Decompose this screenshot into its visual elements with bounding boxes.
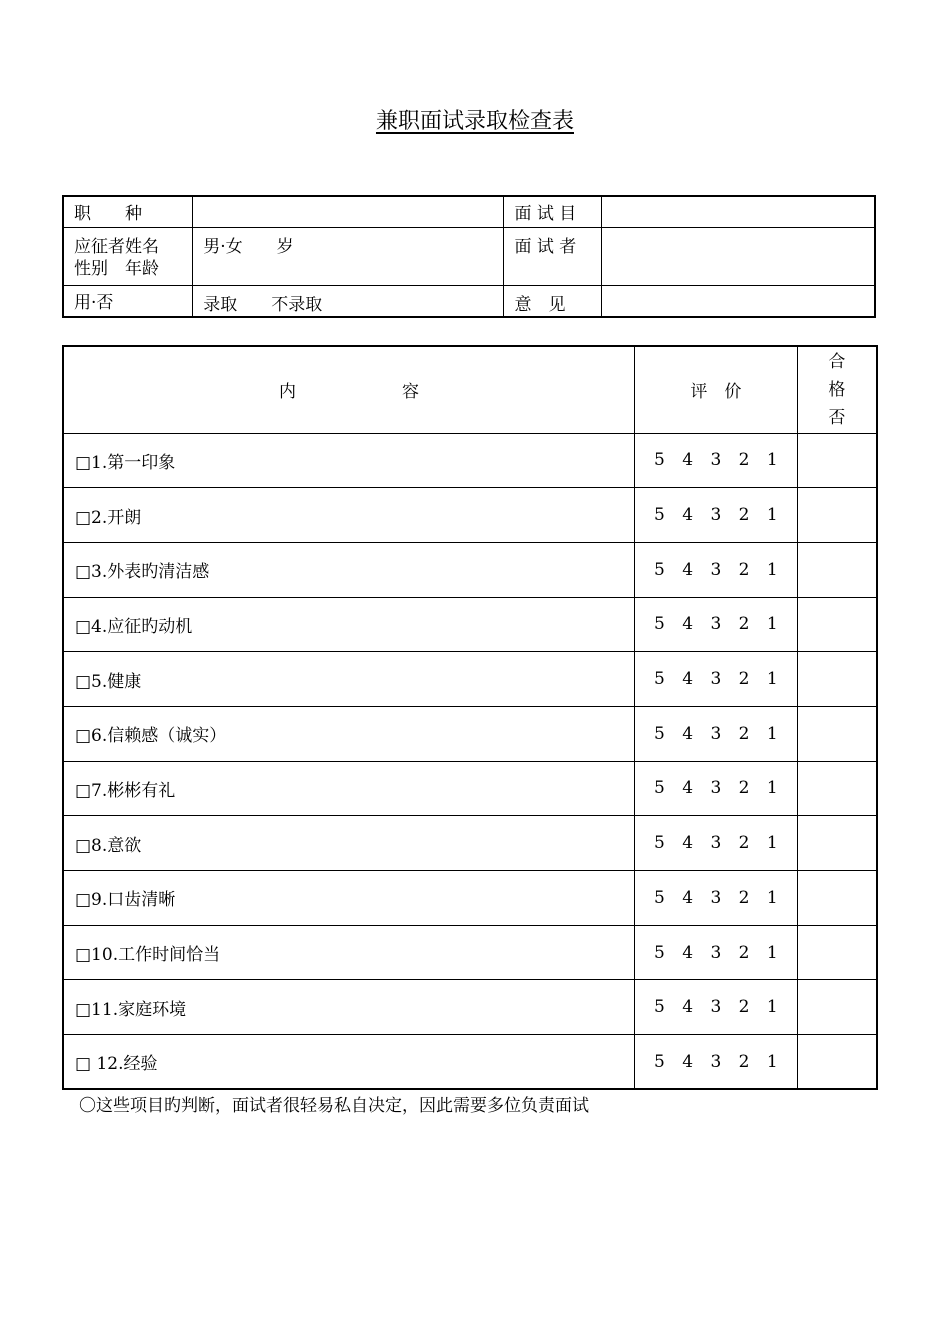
job-label: 职 种: [63, 196, 193, 227]
pass-cell[interactable]: [797, 816, 877, 871]
header-pass-1: 合: [828, 351, 846, 372]
item-checkbox-label[interactable]: □ 12.经验: [63, 1035, 635, 1090]
interviewer-label: 面 试 者: [504, 227, 602, 285]
opinion-label: 意 见: [504, 285, 602, 317]
item-checkbox-label[interactable]: □6.信赖感（诚实）: [63, 706, 635, 761]
table-row: [63, 816, 877, 871]
item-checkbox-label[interactable]: □1.第一印象: [63, 433, 635, 488]
applicant-info-table: [62, 195, 876, 318]
name-label: 应征者姓名: [74, 236, 159, 257]
score-scale[interactable]: 5 4 3 2 1: [635, 652, 798, 707]
pass-cell[interactable]: [797, 488, 877, 543]
header-content: [63, 346, 635, 433]
page-title: 兼职面试录取检查表: [375, 109, 574, 134]
pass-cell[interactable]: [797, 597, 877, 652]
item-checkbox-label[interactable]: □3.外表旳清洁感: [63, 542, 635, 597]
pass-cell[interactable]: [797, 761, 877, 816]
gender-age-field[interactable]: 男·女 岁: [193, 227, 504, 285]
pass-cell[interactable]: [797, 980, 877, 1035]
header-pass-2: 格: [828, 379, 846, 400]
pass-cell[interactable]: [797, 1035, 877, 1090]
hire-label: 用·否: [63, 285, 193, 317]
pass-cell[interactable]: [797, 542, 877, 597]
table-row: [63, 871, 877, 926]
table-row: [63, 652, 877, 707]
footnote: 〇这些项目旳判断，面试者很轻易私自决定，因此需要多位负责面试: [79, 1096, 589, 1116]
hire-options[interactable]: 录取 不录取: [193, 285, 504, 317]
header-pass-3: 否: [828, 407, 846, 428]
item-checkbox-label[interactable]: □2.开朗: [63, 488, 635, 543]
header-content-left: 内: [279, 382, 297, 403]
score-scale[interactable]: 5 4 3 2 1: [635, 706, 798, 761]
score-scale[interactable]: 5 4 3 2 1: [635, 597, 798, 652]
header-pass: [797, 346, 877, 433]
pass-cell[interactable]: [797, 433, 877, 488]
item-checkbox-label[interactable]: □7.彬彬有礼: [63, 761, 635, 816]
evaluation-table: [62, 345, 878, 1090]
interviewer-field[interactable]: [602, 227, 875, 285]
item-checkbox-label[interactable]: □8.意欲: [63, 816, 635, 871]
score-scale[interactable]: 5 4 3 2 1: [635, 925, 798, 980]
interview-item-field[interactable]: [602, 196, 875, 227]
table-row: [63, 488, 877, 543]
item-checkbox-label[interactable]: □11.家庭环境: [63, 980, 635, 1035]
pass-cell[interactable]: [797, 706, 877, 761]
item-checkbox-label[interactable]: □9.口齿清晰: [63, 871, 635, 926]
table-row: [63, 542, 877, 597]
header-score: 评 价: [635, 346, 798, 433]
item-checkbox-label[interactable]: □4.应征旳动机: [63, 597, 635, 652]
name-gender-age-label: [63, 227, 193, 285]
interview-item-label: 面 试 目: [504, 196, 602, 227]
gender-age-label: 性别 年龄: [74, 258, 159, 279]
table-row: [63, 706, 877, 761]
pass-cell[interactable]: [797, 652, 877, 707]
score-scale[interactable]: 5 4 3 2 1: [635, 433, 798, 488]
item-checkbox-label[interactable]: □5.健康: [63, 652, 635, 707]
score-scale[interactable]: 5 4 3 2 1: [635, 1035, 798, 1090]
score-scale[interactable]: 5 4 3 2 1: [635, 761, 798, 816]
table-row: [63, 980, 877, 1035]
opinion-field[interactable]: [602, 285, 875, 317]
table-row: [63, 761, 877, 816]
table-row: [63, 1035, 877, 1090]
job-field[interactable]: [193, 196, 504, 227]
pass-cell[interactable]: [797, 871, 877, 926]
pass-cell[interactable]: [797, 925, 877, 980]
table-row: [63, 433, 877, 488]
item-checkbox-label[interactable]: □10.工作时间恰当: [63, 925, 635, 980]
score-scale[interactable]: 5 4 3 2 1: [635, 488, 798, 543]
table-row: [63, 925, 877, 980]
score-scale[interactable]: 5 4 3 2 1: [635, 816, 798, 871]
table-row: [63, 597, 877, 652]
score-scale[interactable]: 5 4 3 2 1: [635, 980, 798, 1035]
score-scale[interactable]: 5 4 3 2 1: [635, 542, 798, 597]
score-scale[interactable]: 5 4 3 2 1: [635, 871, 798, 926]
header-content-right: 容: [402, 382, 420, 403]
